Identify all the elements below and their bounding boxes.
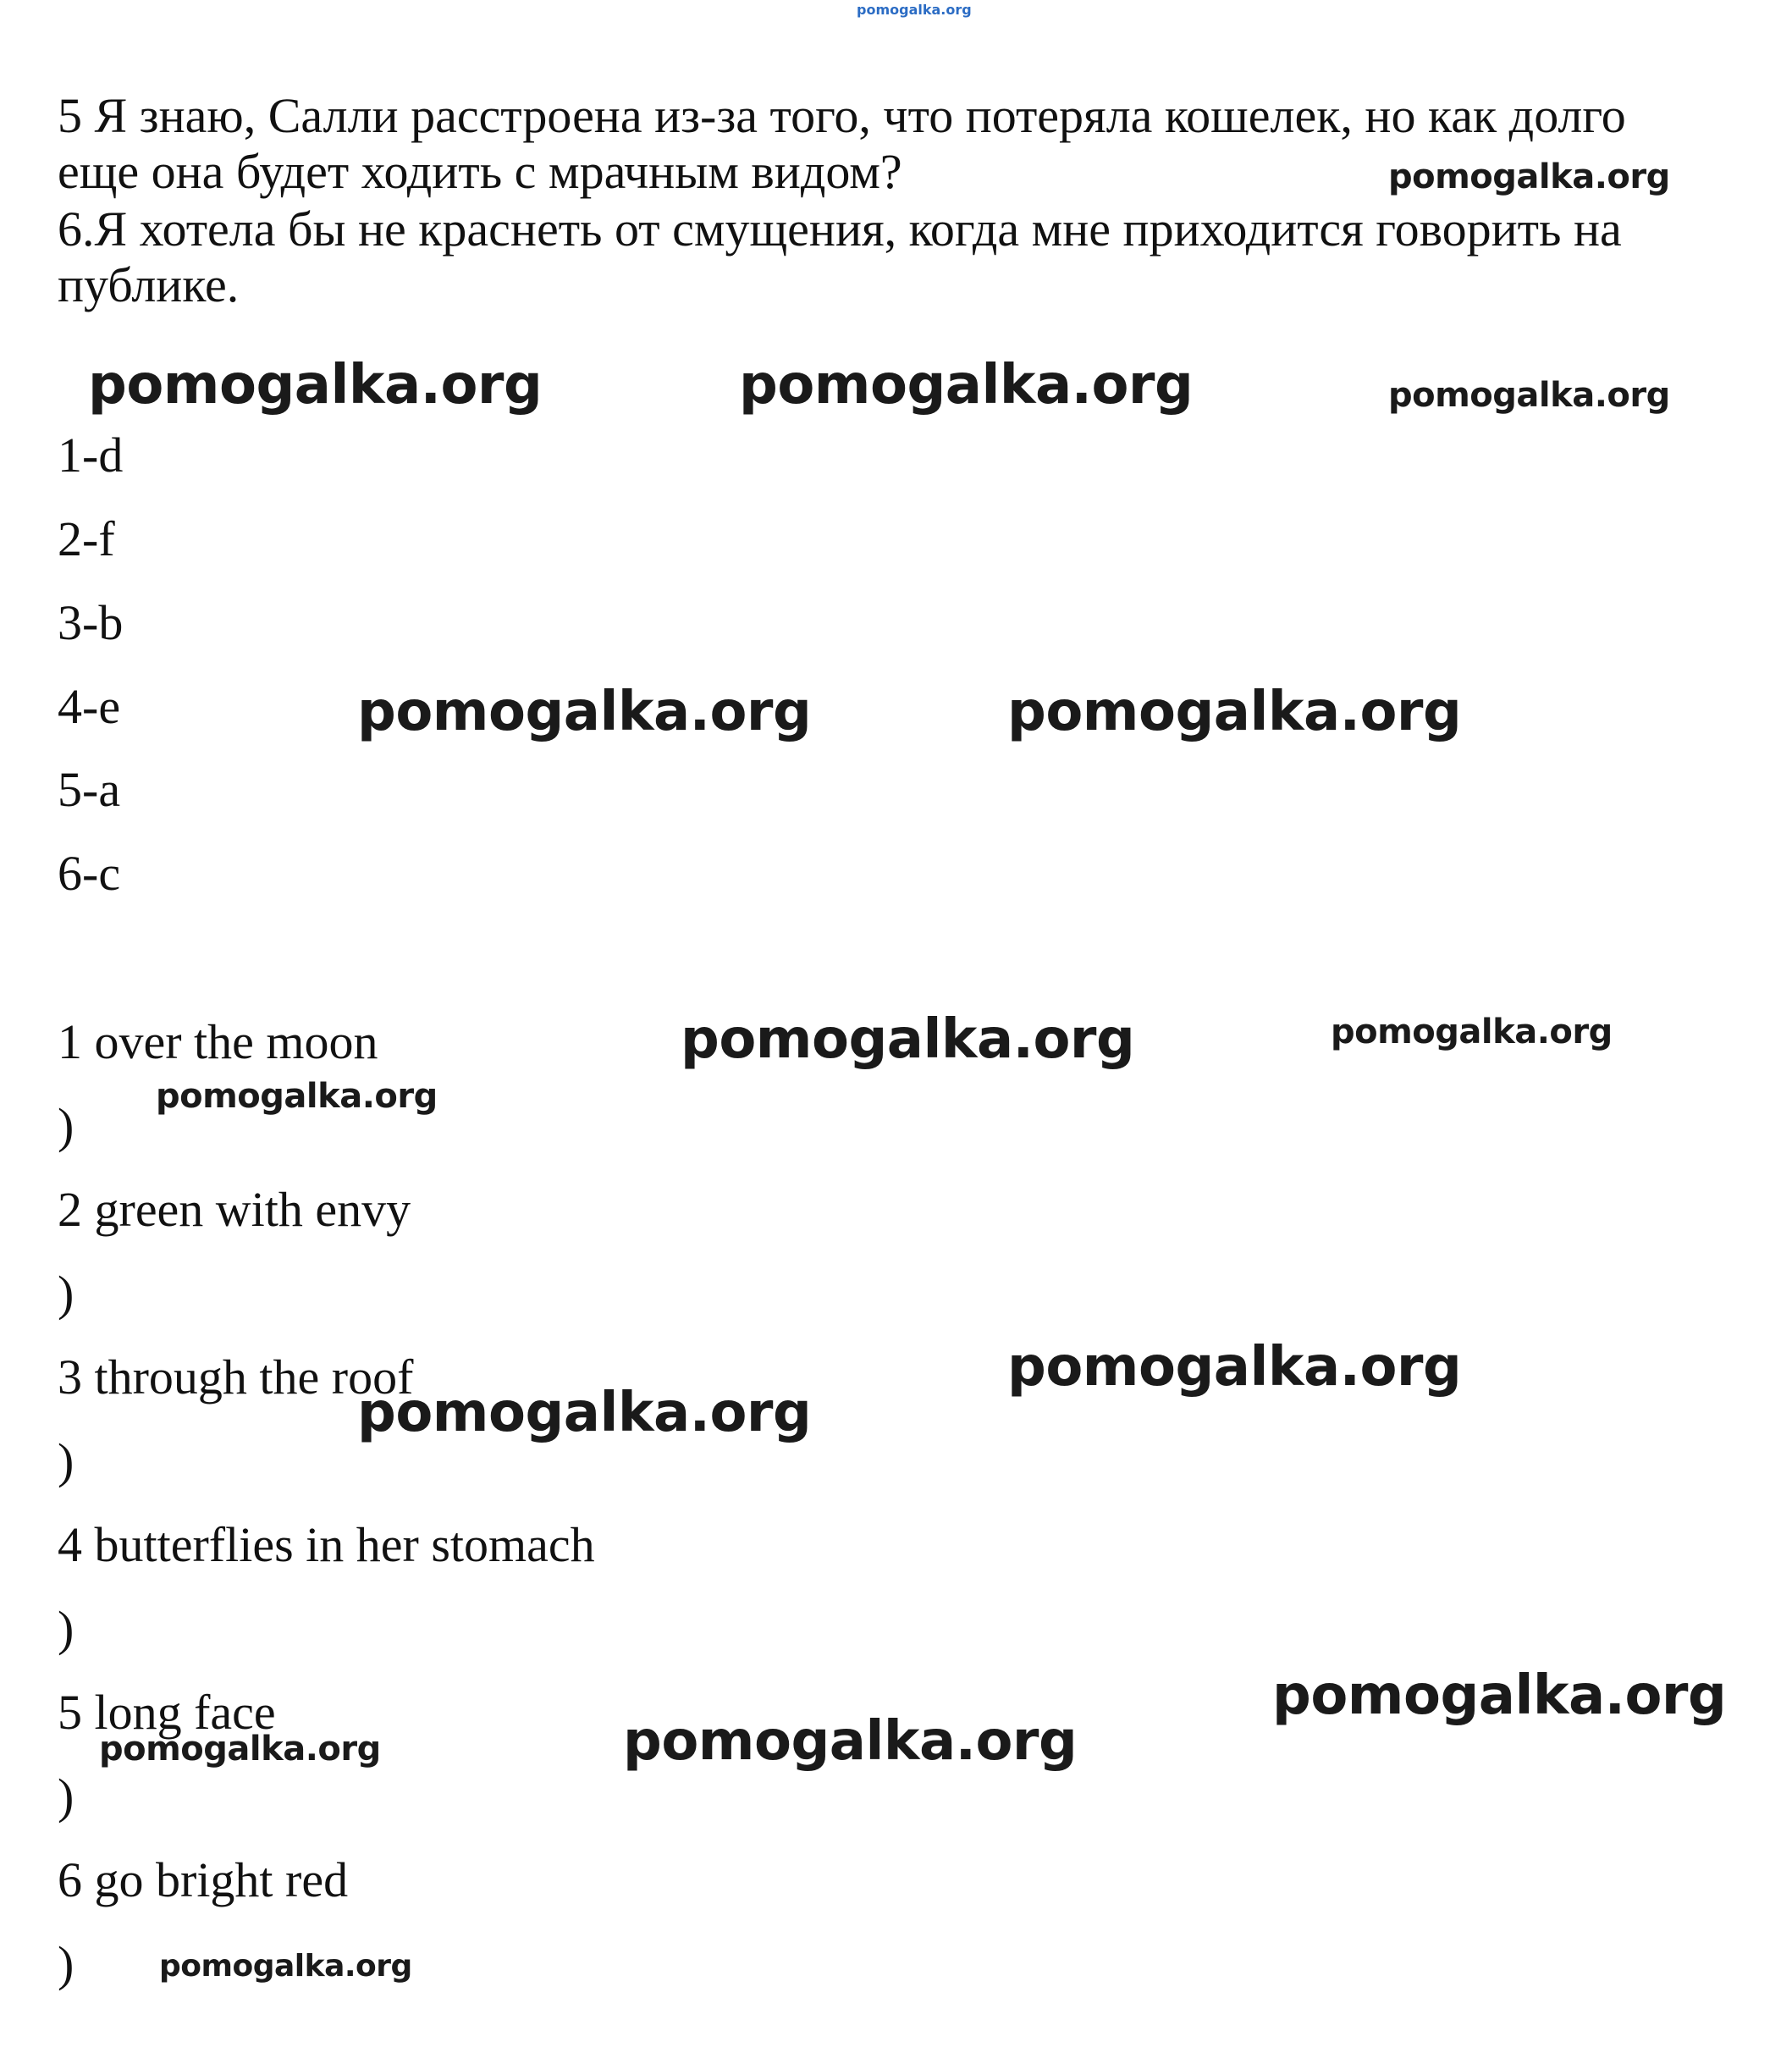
match-answer-1: 1-d xyxy=(58,428,124,483)
watermark: pomogalka.org xyxy=(1388,157,1670,196)
watermark: pomogalka.org xyxy=(739,354,1194,417)
match-answer-3: 3-b xyxy=(58,595,124,650)
translation-6-line-1: 6.Я хотела бы не краснеть от смущения, когда мне приходится говорить на xyxy=(58,201,1622,257)
match-answer-2: 2-f xyxy=(58,511,115,566)
watermark: pomogalka.org xyxy=(623,1710,1078,1773)
idiom-5-blank: ) xyxy=(58,1769,74,1824)
translation-6-line-2: публике. xyxy=(58,257,240,312)
idiom-4: 4 butterflies in her stomach xyxy=(58,1517,595,1572)
watermark: pomogalka.org xyxy=(1007,681,1462,743)
header-watermark: pomogalka.org xyxy=(857,2,972,18)
idiom-3: 3 through the roof xyxy=(58,1349,414,1405)
watermark: pomogalka.org xyxy=(88,354,543,417)
idiom-2: 2 green with envy xyxy=(58,1182,411,1237)
watermark: pomogalka.org xyxy=(1272,1664,1727,1727)
watermark: pomogalka.org xyxy=(681,1008,1135,1071)
idiom-5: 5 long face xyxy=(58,1685,276,1740)
translation-5-line-1: 5 Я знаю, Салли расстроена из-за того, что потеряла кошелек, но как долго xyxy=(58,88,1626,143)
idiom-2-blank: ) xyxy=(58,1266,74,1321)
watermark: pomogalka.org xyxy=(1388,376,1670,415)
watermark: pomogalka.org xyxy=(159,1949,412,1984)
watermark: pomogalka.org xyxy=(156,1077,438,1116)
idiom-3-blank: ) xyxy=(58,1433,74,1488)
idiom-4-blank: ) xyxy=(58,1601,74,1656)
watermark: pomogalka.org xyxy=(1007,1336,1462,1399)
watermark: pomogalka.org xyxy=(357,1382,812,1444)
watermark: pomogalka.org xyxy=(357,681,812,743)
idiom-6-blank: ) xyxy=(58,1936,74,1991)
watermark: pomogalka.org xyxy=(99,1730,381,1769)
idiom-1: 1 over the moon xyxy=(58,1014,378,1069)
match-answer-5: 5-a xyxy=(58,762,121,817)
match-answer-4: 4-e xyxy=(58,679,121,734)
idiom-6: 6 go bright red xyxy=(58,1852,349,1907)
watermark: pomogalka.org xyxy=(1331,1013,1613,1051)
match-answer-6: 6-c xyxy=(58,846,121,901)
translation-5-line-2: еще она будет ходить с мрачным видом? xyxy=(58,144,902,199)
idiom-1-blank: ) xyxy=(58,1098,74,1153)
